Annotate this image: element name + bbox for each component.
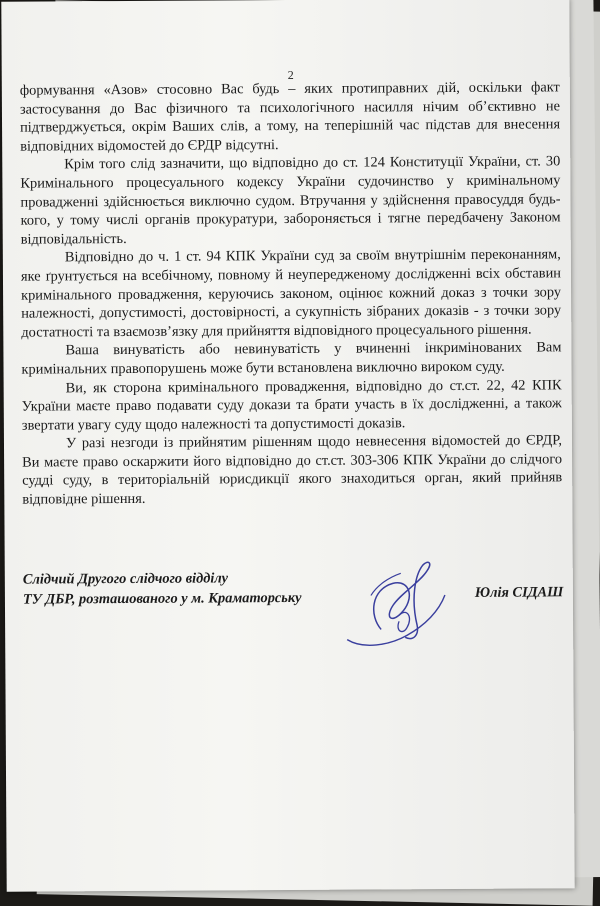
document-body	[20, 78, 563, 509]
handwritten-signature	[341, 555, 452, 660]
signatory-title-line1: Слідчий Другого слідчого відділу	[22, 570, 229, 588]
paragraph: У разі незгоди із прийнятим рішенням щодо невнесення відомостей до ЄРДР, Ви маєте право оскаржити його відповідно до ст.ст. 303-306 КПК України до слідчого судді суду, в територіальній юрисдикції якого знаходиться орган, який прийняв відповідне рішення.	[22, 432, 563, 508]
document-page	[1, 0, 574, 892]
signatory-title-line2: ТУ ДБР, розташованого у м. Краматорську	[22, 589, 302, 608]
paragraph: Крім того слід зазначити, що відповідно до ст. 124 Конституції України, ст. 30 Кримінального процесуального кодексу України судочинство у кримінальному провадженні здійснюється виключно судом. Втручання у здійснення правосуддя будь-кого, у тому числі органів прокуратури, забороняється і тягне передбачену Законом відповідальність.	[20, 153, 561, 248]
paragraph: Ви, як сторона кримінального провадження, відповідно до ст.ст. 22, 42 КПК України маєте право подавати суду докази та брати участь в їх дослідженні, а також звертати увагу суду щодо належності та допустимості доказів.	[21, 376, 562, 434]
page-number: 2	[287, 67, 294, 82]
paragraph: Ваша винуватість або невинуватість у вчиненні інкримінованих Вам кримінальних правопорушень може бути встановлена виключно вироком суду.	[21, 339, 562, 378]
signatory-name: Юлія СІДАШ	[474, 584, 564, 601]
paragraph: формування «Азов» стосовно Вас будь – яких протиправних дій, оскільки факт застосування до Вас фізичного та психологічного насилля нічим об’єктивно не підтверджується, окрім Ваших слів, а тому, на теперішній час підстав для внесення відповідних відомостей до ЄРДР відсутні.	[19, 79, 561, 155]
paragraph: Відповідно до ч. 1 ст. 94 КПК України суд за своїм внутрішнім переконанням, яке ґрунтується на всебічному, повному й неупередженому дослідженні всіх обставин кримінального провадження, керуючись законом, оцінює кожний доказ з точки зору належності, допустимості, достовірності, а сукупність зібраних доказів - з точки зору достатності та взаємозв’язку для прийняття відповідного процесуального рішення.	[20, 246, 562, 341]
